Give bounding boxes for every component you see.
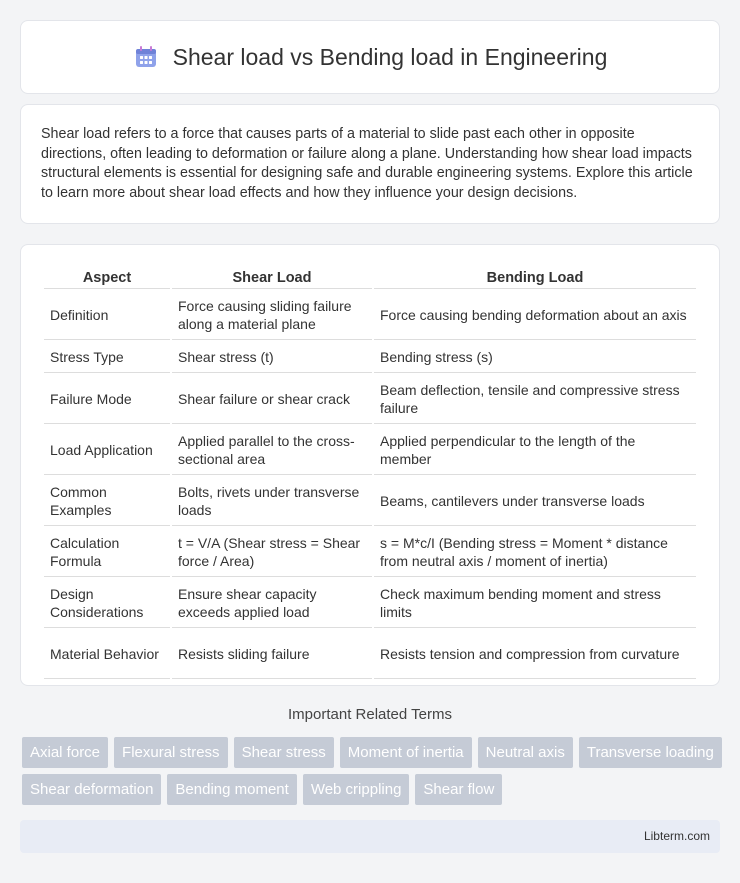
aspect-cell: Design Considerations [44, 579, 170, 628]
table-header-row [44, 267, 696, 289]
title-card [20, 20, 720, 94]
intro-card [20, 104, 720, 224]
calendar-icon [133, 44, 159, 70]
intro-text: Shear load refers to a force that causes parts of a material to slide past each other in opposite directions, often leading to deformation or failure along a plane. Understanding how shear load impacts structural elements is essential for designing safe and durable engineering systems. Explore this article to learn more about shear load effects and how they influence your design decisions. [41, 126, 693, 201]
bending-load-cell: Resists tension and compression from curvature [374, 630, 696, 679]
table-row [44, 291, 696, 340]
shear-load-cell: t = V/A (Shear stress = Shear force / Area) [172, 528, 372, 577]
related-term-tag[interactable]: Flexural stress [114, 737, 228, 768]
related-term-tag[interactable]: Shear deformation [22, 774, 161, 805]
shear-load-cell: Shear failure or shear crack [172, 375, 372, 424]
related-term-tag[interactable]: Axial force [22, 737, 108, 768]
table-row [44, 477, 696, 526]
shear-load-cell: Resists sliding failure [172, 630, 372, 679]
shear-load-cell: Applied parallel to the cross-sectional area [172, 426, 372, 475]
aspect-cell: Load Application [44, 426, 170, 475]
related-term-tag[interactable]: Bending moment [167, 774, 296, 805]
page-title: Shear load vs Bending load in Engineering [172, 43, 608, 70]
shear-load-cell: Shear stress (t) [172, 342, 372, 373]
related-terms-list [22, 737, 722, 805]
bending-load-cell: Check maximum bending moment and stress limits [374, 579, 696, 628]
bending-load-cell: Beams, cantilevers under transverse loads [374, 477, 696, 526]
footer [20, 820, 720, 853]
bending-load-cell: Applied perpendicular to the length of the member [374, 426, 696, 475]
column-header-aspect: Aspect [44, 267, 170, 289]
table-row [44, 375, 696, 424]
table-row [44, 630, 696, 679]
comparison-table-card [20, 244, 720, 686]
footer-site-name[interactable]: Libterm.com [643, 829, 710, 843]
related-term-tag[interactable]: Transverse loading [579, 737, 722, 768]
comparison-table [42, 265, 698, 681]
shear-load-cell: Force causing sliding failure along a material plane [172, 291, 372, 340]
related-term-tag[interactable]: Neutral axis [478, 737, 573, 768]
table-row [44, 342, 696, 373]
aspect-cell: Common Examples [44, 477, 170, 526]
related-term-tag[interactable]: Web crippling [303, 774, 410, 805]
related-terms-heading: Important Related Terms [288, 706, 452, 723]
table-row [44, 426, 696, 475]
related-term-tag[interactable]: Moment of inertia [340, 737, 472, 768]
table-row [44, 579, 696, 628]
shear-load-cell: Bolts, rivets under transverse loads [172, 477, 372, 526]
related-term-tag[interactable]: Shear flow [415, 774, 502, 805]
aspect-cell: Failure Mode [44, 375, 170, 424]
aspect-cell: Definition [44, 291, 170, 340]
shear-load-cell: Ensure shear capacity exceeds applied load [172, 579, 372, 628]
bending-load-cell: Bending stress (s) [374, 342, 696, 373]
related-term-tag[interactable]: Shear stress [234, 737, 334, 768]
column-header-shear-load: Shear Load [172, 267, 372, 289]
bending-load-cell: Beam deflection, tensile and compressive stress failure [374, 375, 696, 424]
bending-load-cell: Force causing bending deformation about an axis [374, 291, 696, 340]
aspect-cell: Material Behavior [44, 630, 170, 679]
aspect-cell: Stress Type [44, 342, 170, 373]
bending-load-cell: s = M*c/I (Bending stress = Moment * distance from neutral axis / moment of inertia) [374, 528, 696, 577]
aspect-cell: Calculation Formula [44, 528, 170, 577]
column-header-bending-load: Bending Load [374, 267, 696, 289]
table-row [44, 528, 696, 577]
